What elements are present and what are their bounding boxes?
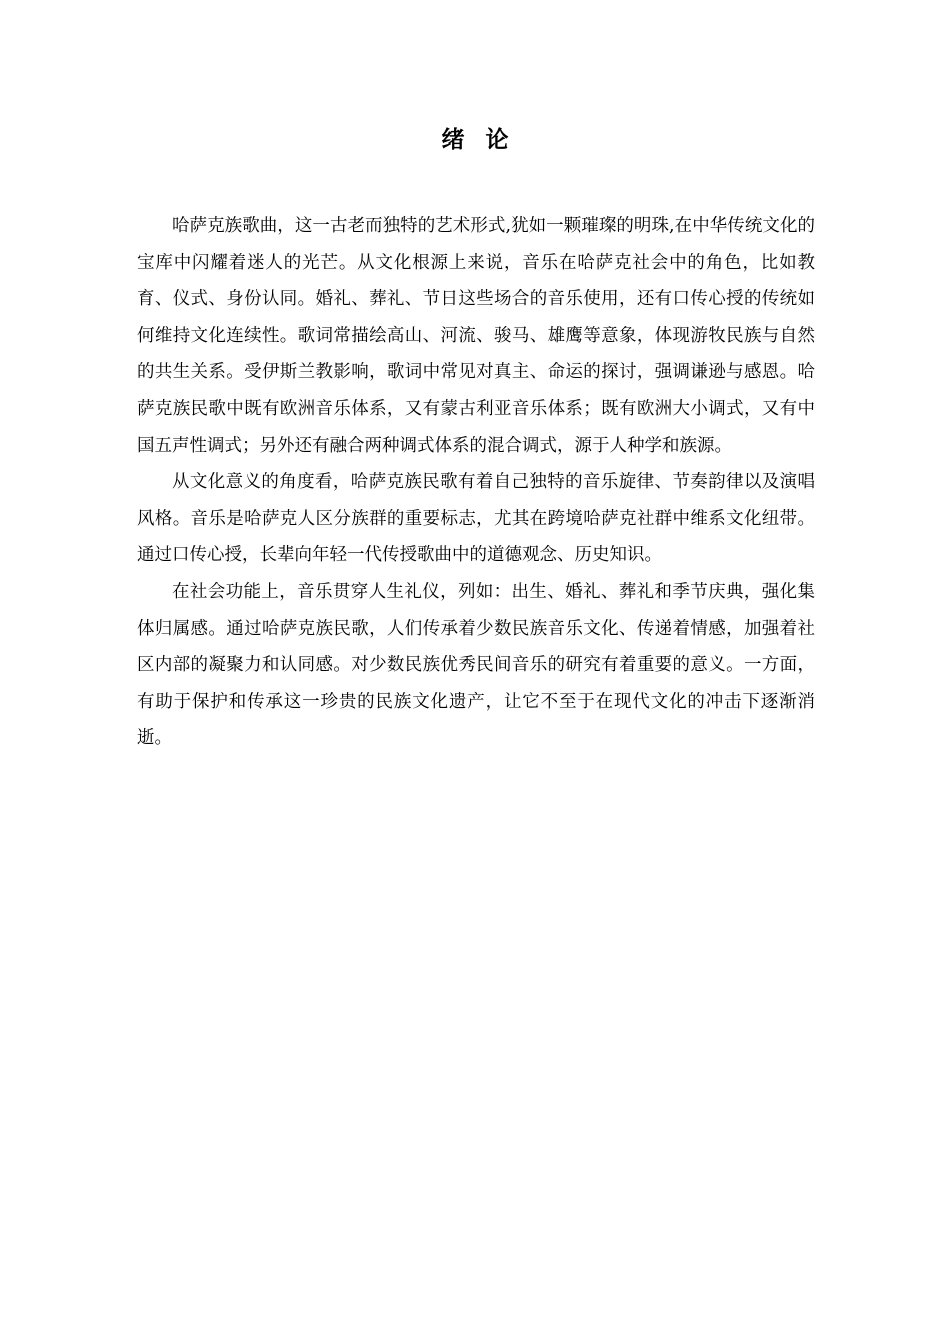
page-title: 绪论 [441,127,530,153]
paragraph-3: 在社会功能上，音乐贯穿人生礼仪，列如：出生、婚礼、葬礼和季节庆典，强化集体归属感。通过哈萨克族民歌，人们传承着少数民族音乐文化、传递着情感，加强着社区内部的凝聚力和认同感。对少数民族优秀民间音乐的研究有着重要的意义。一方面，有助于保护和传承这一珍贵的民族文化遗产，让它不至于在现代文化的冲击下逐渐消逝。 [137,581,815,749]
paragraph-2: 从文化意义的角度看，哈萨克族民歌有着自己独特的音乐旋律、节奏韵律以及演唱风格。音乐是哈萨克人区分族群的重要标志，尤其在跨境哈萨克社群中维系文化纽带。通过口传心授，长辈向年轻一代传授歌曲中的道德观念、历史知识。 [137,472,815,566]
paragraph-1: 哈萨克族歌曲，这一古老而独特的艺术形式,犹如一颗璀璨的明珠,在中华传统文化的宝库中闪耀着迷人的光芒。从文化根源上来说，音乐在哈萨克社会中的角色，比如教育、仪式、身份认同。婚礼、葬礼、节日这些场合的音乐使用，还有口传心授的传统如何维持文化连续性。歌词常描绘高山、河流、骏马、雄鹰等意象，体现游牧民族与自然的共生关系。受伊斯兰教影响，歌词中常见对真主、命运的探讨，强调谦逊与感恩。哈萨克族民歌中既有欧洲音乐体系，又有蒙古利亚音乐体系；既有欧洲大小调式，又有中国五声性调式；另外还有融合两种调式体系的混合调式，源于人种学和族源。 [137,216,815,456]
body-text [137,208,815,757]
